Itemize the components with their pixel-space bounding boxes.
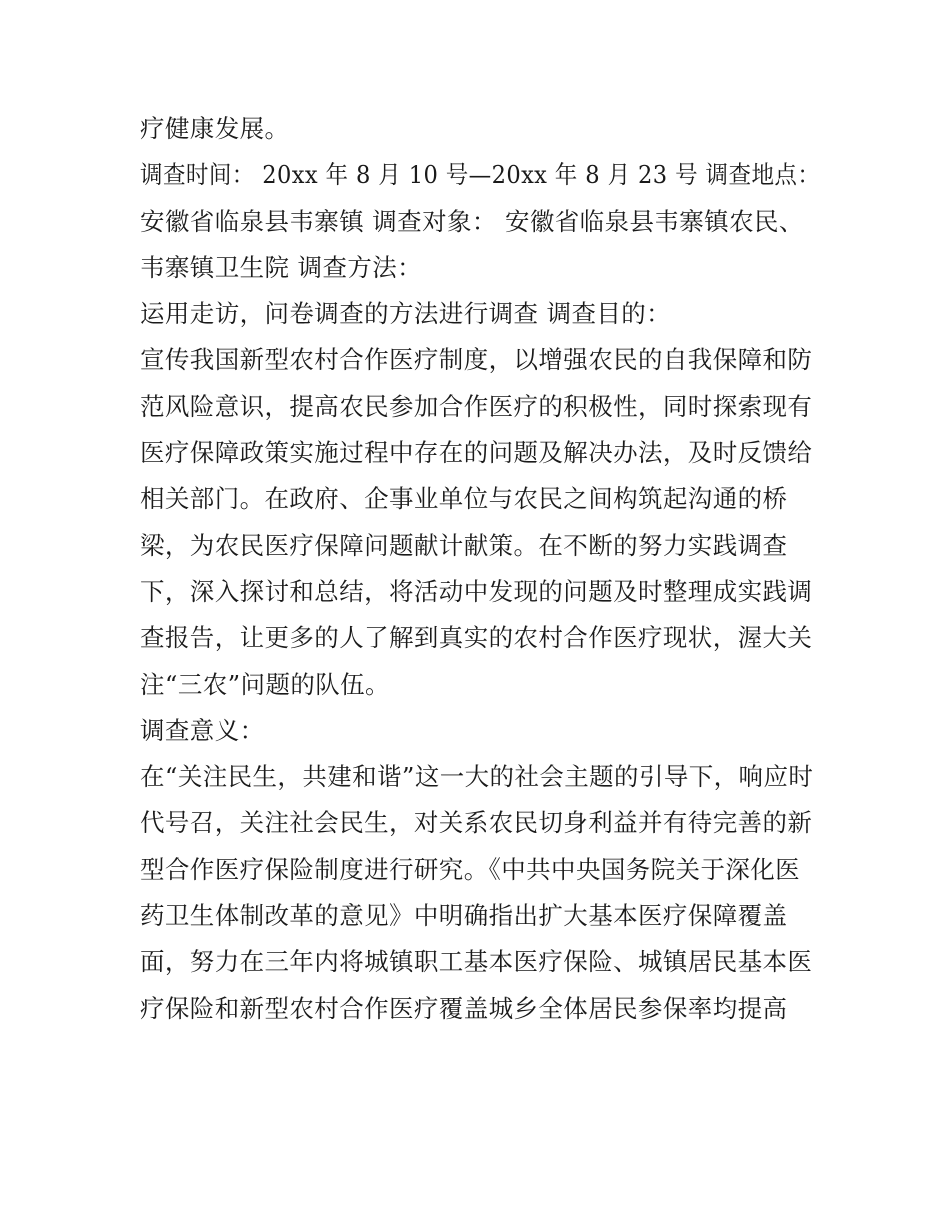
text-line: 在“关注民生，共建和谐”这一大的社会主题的引导下，响应时 [140, 762, 814, 792]
text-line: 面，努力在三年内将城镇职工基本医疗保险、城镇居民基本医 [140, 947, 813, 977]
text-line: 代号召，关注社会民生，对关系农民切身利益并有待完善的新 [140, 808, 813, 838]
text-line: 运用走访，问卷调查的方法进行调查 调查目的： [140, 299, 672, 329]
text-line: 查报告，让更多的人了解到真实的农村合作医疗现状，渥大关 [140, 623, 813, 653]
text-line: 韦寨镇卫生院 调查方法： [140, 252, 423, 282]
text-line: 下，深入探讨和总结，将活动中发现的问题及时整理成实践调 [140, 576, 813, 606]
text-line: 注“三农”问题的队伍。 [140, 669, 390, 699]
text-line: 梁，为农民医疗保障问题献计献策。在不断的努力实践调查 [140, 530, 788, 560]
text-line: 宣传我国新型农村合作医疗制度，以增强农民的自我保障和防 [140, 345, 813, 375]
text-line: 调查时间： 20xx 年 8 月 10 号—20xx 年 8 月 23 号 调查地点： [140, 160, 821, 190]
text-line: 医疗保障政策实施过程中存在的问题及解决办法，及时反馈给 [140, 438, 813, 468]
text-line: 调查意义： [140, 715, 265, 745]
text-line: 范风险意识，提高农民参加合作医疗的积极性，同时探索现有 [140, 391, 813, 421]
document-body [140, 106, 820, 1032]
text-line: 相关部门。在政府、企事业单位与农民之间构筑起沟通的桥 [140, 484, 788, 514]
text-line: 安徽省临泉县韦寨镇 调查对象： 安徽省临泉县韦寨镇农民、 [140, 206, 804, 236]
text-line: 疗保险和新型农村合作医疗覆盖城乡全体居民参保率均提高 [140, 993, 788, 1023]
text-line: 型合作医疗保险制度进行研究。《中共中央国务院关于深化医 [140, 854, 801, 884]
text-line: 药卫生体制改革的意见》中明确指出扩大基本医疗保障覆盖 [140, 901, 788, 931]
text-line: 疗健康发展。 [140, 114, 290, 143]
